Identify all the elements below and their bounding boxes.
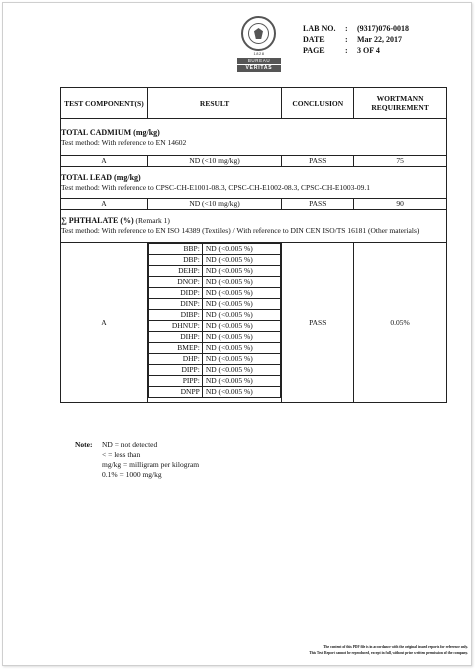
phthalate-item-row bbox=[148, 354, 281, 365]
cadmium-method: Test method: With reference to EN 14602 bbox=[61, 138, 187, 147]
phthalate-item-row bbox=[148, 332, 281, 343]
test-results-table bbox=[60, 87, 447, 403]
logo-line1: BUREAU bbox=[237, 58, 281, 64]
separator: : bbox=[345, 35, 348, 44]
cadmium-component: A bbox=[61, 156, 148, 167]
logo-line2: VERITAS bbox=[237, 65, 281, 72]
phthalate-result-row bbox=[61, 243, 447, 403]
phthalate-item-value: ND (<0.005 %) bbox=[202, 299, 281, 310]
separator: : bbox=[345, 24, 348, 33]
phthalate-item-row bbox=[148, 365, 281, 376]
lab-no-row bbox=[303, 23, 409, 34]
phthalate-requirement: 0.05% bbox=[354, 243, 447, 403]
phthalate-item-name: DHNUP: bbox=[148, 321, 202, 332]
note-line: mg/kg = milligram per kilogram bbox=[102, 460, 200, 469]
phthalate-item-value: ND (<0.005 %) bbox=[202, 354, 281, 365]
page-row bbox=[303, 45, 409, 56]
phthalate-conclusion: PASS bbox=[282, 243, 354, 403]
phthalate-item-name: DNOP: bbox=[148, 277, 202, 288]
notes-block bbox=[75, 440, 199, 480]
phthalate-item-name: DHP: bbox=[148, 354, 202, 365]
page-label: PAGE bbox=[303, 46, 325, 55]
phthalate-item-value: ND (<0.005 %) bbox=[202, 244, 281, 255]
table-header-row bbox=[61, 88, 447, 119]
lead-title: TOTAL LEAD (mg/kg) bbox=[61, 173, 141, 182]
phthalate-remark: (Remark 1) bbox=[135, 216, 170, 225]
cadmium-section bbox=[61, 119, 447, 156]
phthalate-item-value: ND (<0.005 %) bbox=[202, 288, 281, 299]
lab-no-value: (9317)076-0018 bbox=[357, 24, 409, 33]
lead-result: ND (<10 mg/kg) bbox=[147, 199, 282, 210]
lead-component: A bbox=[61, 199, 148, 210]
phthalate-items-table bbox=[148, 243, 282, 398]
phthalate-item-name: DIDP: bbox=[148, 288, 202, 299]
phthalate-item-value: ND (<0.005 %) bbox=[202, 376, 281, 387]
note-label: Note: bbox=[75, 440, 93, 449]
phthalate-item-row bbox=[148, 343, 281, 354]
note-line: 0.1% = 1000 mg/kg bbox=[102, 470, 162, 479]
date-value: Mar 22, 2017 bbox=[357, 35, 402, 44]
note-line: ND = not detected bbox=[102, 440, 158, 449]
phthalate-item-name: DEHP: bbox=[148, 266, 202, 277]
cadmium-requirement: 75 bbox=[354, 156, 447, 167]
phthalate-item-value: ND (<0.005 %) bbox=[202, 266, 281, 277]
date-row bbox=[303, 34, 409, 45]
phthalate-item-name: DIPP: bbox=[148, 365, 202, 376]
phthalate-item-name: PIPP: bbox=[148, 376, 202, 387]
cadmium-result-row bbox=[61, 156, 447, 167]
cadmium-conclusion: PASS bbox=[282, 156, 354, 167]
phthalate-item-row bbox=[148, 310, 281, 321]
phthalate-item-value: ND (<0.005 %) bbox=[202, 343, 281, 354]
phthalate-item-row bbox=[148, 376, 281, 387]
phthalate-item-name: DIBP: bbox=[148, 310, 202, 321]
footer-line: This Test Report cannot be reproduced, except in full, without prior written permission of the company. bbox=[309, 651, 468, 655]
phthalate-item-row bbox=[148, 321, 281, 332]
phthalate-item-name: BBP: bbox=[148, 244, 202, 255]
phthalate-item-row bbox=[148, 277, 281, 288]
phthalate-section bbox=[61, 210, 447, 243]
phthalate-item-row bbox=[148, 288, 281, 299]
report-page bbox=[2, 2, 472, 666]
footer-line: The content of this PDF file is in accordance with the original issued reports for reference only. bbox=[323, 645, 468, 649]
col-header-requirement: WORTMANN REQUIREMENT bbox=[354, 88, 447, 119]
phthalate-item-row bbox=[148, 255, 281, 266]
lab-no-label: LAB NO. bbox=[303, 24, 336, 33]
phthalate-item-value: ND (<0.005 %) bbox=[202, 321, 281, 332]
report-header-info bbox=[303, 23, 409, 56]
separator: : bbox=[345, 46, 348, 55]
phthalate-method: Test method: With reference to EN ISO 14389 (Textiles) / With reference to DIN CEN ISO/TS 16181 (Other materials) bbox=[61, 226, 420, 235]
lead-requirement: 90 bbox=[354, 199, 447, 210]
phthalate-item-value: ND (<0.005 %) bbox=[202, 310, 281, 321]
col-header-conclusion: CONCLUSION bbox=[282, 88, 354, 119]
phthalate-item-value: ND (<0.005 %) bbox=[202, 255, 281, 266]
phthalate-item-name: DINP: bbox=[148, 299, 202, 310]
lead-result-row bbox=[61, 199, 447, 210]
date-label: DATE bbox=[303, 35, 325, 44]
phthalate-title: ∑ PHTHALATE (%) bbox=[61, 216, 134, 225]
lead-section bbox=[61, 167, 447, 199]
note-line: < = less than bbox=[102, 450, 141, 459]
col-header-component: TEST COMPONENT(S) bbox=[61, 88, 148, 119]
phthalate-item-value: ND (<0.005 %) bbox=[202, 365, 281, 376]
phthalate-item-row bbox=[148, 244, 281, 255]
phthalate-item-row bbox=[148, 266, 281, 277]
phthalate-item-row bbox=[148, 387, 281, 398]
phthalate-item-value: ND (<0.005 %) bbox=[202, 332, 281, 343]
cadmium-title: TOTAL CADMIUM (mg/kg) bbox=[61, 128, 160, 137]
page-value: 3 OF 4 bbox=[357, 46, 380, 55]
col-header-result: RESULT bbox=[147, 88, 282, 119]
logo-year: 1828 bbox=[253, 51, 265, 56]
cadmium-result: ND (<10 mg/kg) bbox=[147, 156, 282, 167]
phthalate-item-row bbox=[148, 299, 281, 310]
seal-icon bbox=[241, 16, 276, 51]
footer-disclaimer bbox=[258, 644, 468, 656]
lead-conclusion: PASS bbox=[282, 199, 354, 210]
phthalate-component: A bbox=[61, 243, 148, 403]
lead-method: Test method: With reference to CPSC-CH-E1001-08.3, CPSC-CH-E1002-08.3, CPSC-CH-E1003-09.1 bbox=[61, 183, 371, 192]
bureau-veritas-logo bbox=[233, 16, 285, 74]
phthalate-item-name: DBP: bbox=[148, 255, 202, 266]
phthalate-item-value: ND (<0.005 %) bbox=[202, 277, 281, 288]
phthalate-item-name: DIHP: bbox=[148, 332, 202, 343]
phthalate-item-name: BMEP: bbox=[148, 343, 202, 354]
phthalate-item-value: ND (<0.005 %) bbox=[202, 387, 281, 398]
phthalate-item-name: DNPP bbox=[148, 387, 202, 398]
